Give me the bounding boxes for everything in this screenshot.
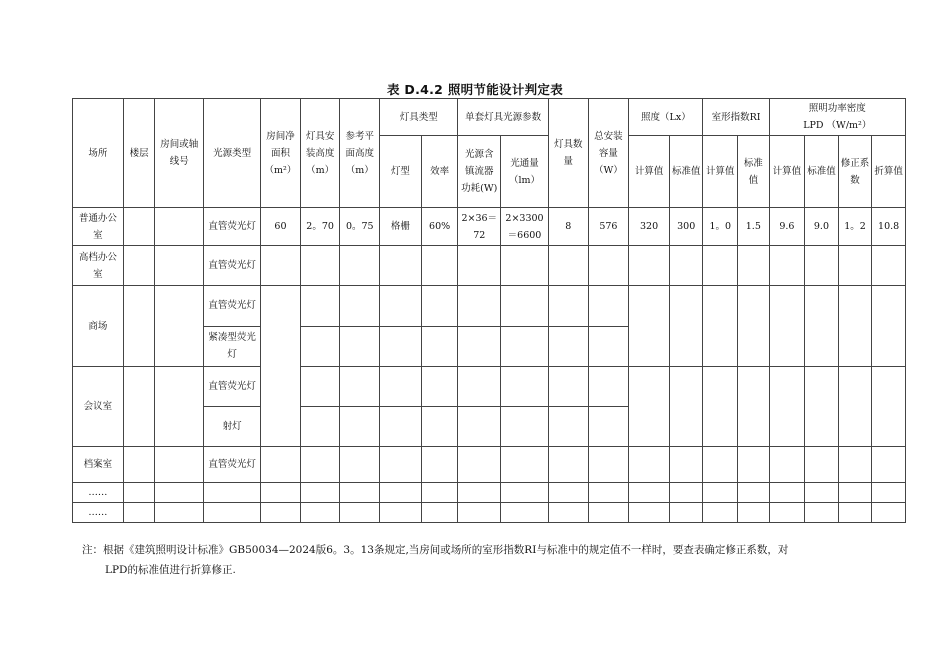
header-lpd-calc: 计算值 <box>769 136 805 208</box>
header-place: 场所 <box>73 99 124 208</box>
cell-fixture: 格栅 <box>380 208 422 246</box>
cell-source: 紧凑型荧光灯 <box>204 326 261 366</box>
table-row <box>73 208 906 246</box>
cell-conv: 10.8 <box>872 208 906 246</box>
header-efficiency: 效率 <box>421 136 458 208</box>
cell-place: 普通办公室 <box>73 208 124 246</box>
cell-place: …… <box>73 502 124 522</box>
cell-area: 60 <box>261 208 301 246</box>
header-area: 房间净面积（m²） <box>261 99 301 208</box>
header-illum-std: 标准值 <box>669 136 703 208</box>
cell-total: 576 <box>588 208 629 246</box>
table-row <box>73 286 906 326</box>
header-lpd-corr: 修正系数 <box>838 136 872 208</box>
header-lpd-std: 标准值 <box>805 136 839 208</box>
header-single-params-group: 单套灯具光源参数 <box>458 99 549 136</box>
cell-lpd-std: 9.0 <box>805 208 839 246</box>
header-install-height: 灯具安装高度（m） <box>300 99 340 208</box>
cell-corr: 1。2 <box>838 208 872 246</box>
lighting-energy-table <box>72 98 906 523</box>
header-ri-calc: 计算值 <box>703 136 738 208</box>
header-flux: 光通量（lm） <box>501 136 549 208</box>
cell-room <box>155 208 204 246</box>
table-row <box>73 366 906 406</box>
footnote-line2: LPD的标准值进行折算修正. <box>105 564 236 576</box>
header-floor: 楼层 <box>123 99 155 208</box>
cell-source: 直管荧光灯 <box>204 366 261 406</box>
cell-place: …… <box>73 482 124 502</box>
cell-count: 8 <box>548 208 588 246</box>
cell-efficiency: 60% <box>421 208 458 246</box>
cell-source: 直管荧光灯 <box>204 208 261 246</box>
cell-source: 直管荧光灯 <box>204 286 261 326</box>
cell-illum-calc: 320 <box>629 208 670 246</box>
header-total-power: 总安装容量（W） <box>588 99 629 208</box>
cell-power: 2×36＝72 <box>458 208 501 246</box>
header-source-type: 光源类型 <box>204 99 261 208</box>
cell-illum-std: 300 <box>669 208 703 246</box>
cell-install-height: 2。70 <box>300 208 340 246</box>
cell-place: 商场 <box>73 286 124 366</box>
cell-place: 会议室 <box>73 366 124 446</box>
table-row <box>73 246 906 286</box>
header-illum-calc: 计算值 <box>629 136 670 208</box>
header-illum-group: 照度（Lx） <box>629 99 703 136</box>
header-ri-group: 室形指数RI <box>703 99 769 136</box>
cell-place: 高档办公室 <box>73 246 124 286</box>
table-row <box>73 446 906 482</box>
table-row <box>73 502 906 522</box>
cell-ref-height: 0。75 <box>340 208 380 246</box>
header-room: 房间或轴线号 <box>155 99 204 208</box>
cell-source: 直管荧光灯 <box>204 246 261 286</box>
page-title: 表 D.4.2 照明节能设计判定表 <box>386 82 564 97</box>
cell-source: 射灯 <box>204 406 261 446</box>
cell-source: 直管荧光灯 <box>204 446 261 482</box>
header-fixture-type: 灯型 <box>380 136 422 208</box>
header-ri-std: 标准值 <box>738 136 770 208</box>
cell-ri-calc: 1。0 <box>703 208 738 246</box>
header-lpd-group-line1: 照明功率密度 <box>808 103 866 115</box>
footnote <box>82 540 882 580</box>
cell-flux: 2×3300＝6600 <box>501 208 549 246</box>
header-fixture-type-group: 灯具类型 <box>380 99 458 136</box>
header-lpd-group-line2: LPD （W/m²） <box>803 120 872 132</box>
cell-place: 档案室 <box>73 446 124 482</box>
footnote-line1: 注：根据《建筑照明设计标准》GB50034—2024版6。3。13条规定,当房间或场所的室形指数RI与标准中的规定值不一样时，要查表确定修正系数，对 <box>82 544 789 556</box>
header-lpd-conv: 折算值 <box>872 136 906 208</box>
header-ref-height: 参考平面高度（m） <box>340 99 380 208</box>
cell-floor <box>123 208 155 246</box>
header-count: 灯具数量 <box>548 99 588 208</box>
header-lpd-group <box>769 99 905 136</box>
cell-ri-std: 1.5 <box>738 208 770 246</box>
header-power: 光源含镇流器功耗(W) <box>458 136 501 208</box>
table-row <box>73 482 906 502</box>
cell-lpd-calc: 9.6 <box>769 208 805 246</box>
